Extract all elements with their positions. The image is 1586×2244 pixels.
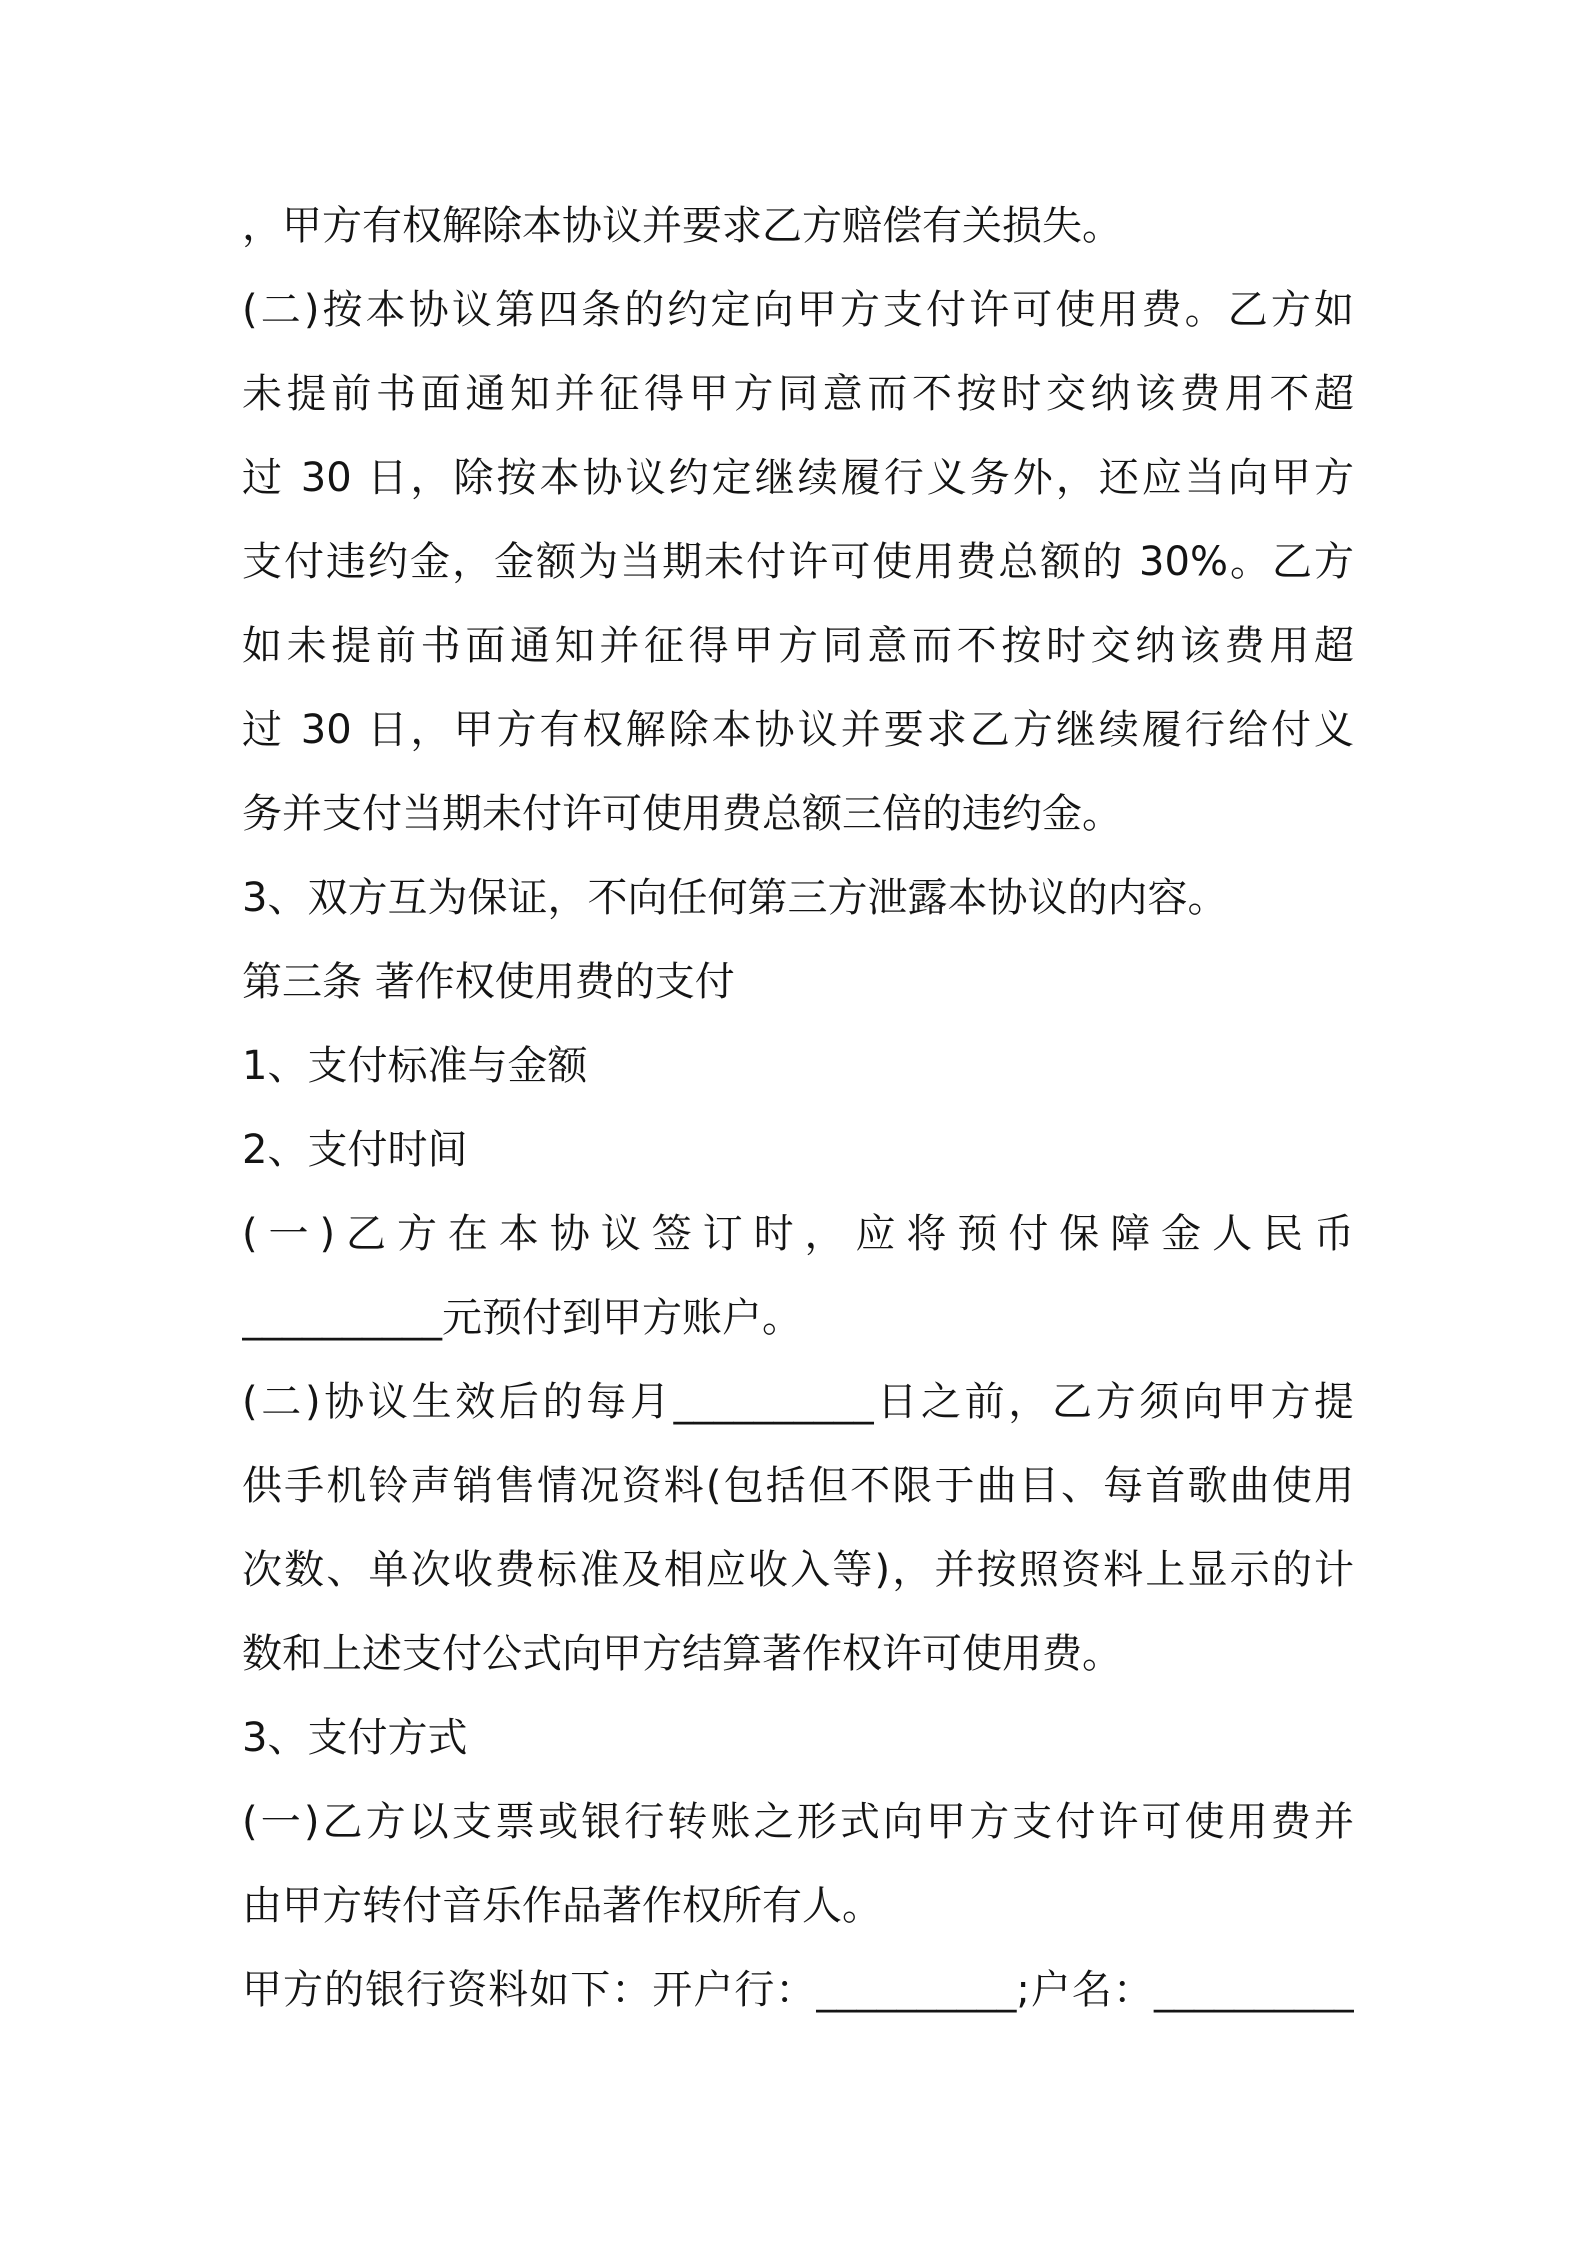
text-line-14: __________元预付到甲方账户。	[242, 1295, 802, 1341]
text-line-16: 供手机铃声销售情况资料(包括但不限于曲目、每首歌曲使用	[242, 1463, 1354, 1509]
text-line-11: 1、支付标准与金额	[242, 1043, 588, 1089]
text-line-2: (二)按本协议第四条的约定向甲方支付许可使用费。乙方如	[242, 287, 1354, 333]
text-line-7: 过 30 日，甲方有权解除本协议并要求乙方继续履行给付义	[242, 707, 1354, 753]
text-line-1: ，甲方有权解除本协议并要求乙方赔偿有关损失。	[242, 203, 1122, 249]
text-line-18: 数和上述支付公式向甲方结算著作权许可使用费。	[242, 1631, 1122, 1677]
text-line-20: (一)乙方以支票或银行转账之形式向甲方支付许可使用费并	[242, 1799, 1354, 1845]
text-line-12: 2、支付时间	[242, 1127, 468, 1173]
text-line-17: 次数、单次收费标准及相应收入等)，并按照资料上显示的计	[242, 1547, 1354, 1593]
text-line-22: 甲方的银行资料如下：开户行：__________;户名：__________	[242, 1967, 1354, 2013]
text-line-3: 未提前书面通知并征得甲方同意而不按时交纳该费用不超	[242, 371, 1354, 417]
text-line-21: 由甲方转付音乐作品著作权所有人。	[242, 1883, 882, 1929]
text-line-6: 如未提前书面通知并征得甲方同意而不按时交纳该费用超	[242, 623, 1354, 669]
text-line-13: (一)乙方在本协议签订时，应将预付保障金人民币	[242, 1211, 1354, 1257]
text-line-19: 3、支付方式	[242, 1715, 468, 1761]
text-line-8: 务并支付当期未付许可使用费总额三倍的违约金。	[242, 791, 1122, 837]
text-line-5: 支付违约金，金额为当期未付许可使用费总额的 30%。乙方	[242, 539, 1354, 585]
text-line-15: (二)协议生效后的每月__________日之前，乙方须向甲方提	[242, 1379, 1354, 1425]
text-line-9: 3、双方互为保证，不向任何第三方泄露本协议的内容。	[242, 875, 1228, 921]
section-heading: 第三条 著作权使用费的支付	[242, 959, 735, 1005]
text-line-4: 过 30 日，除按本协议约定继续履行义务外，还应当向甲方	[242, 455, 1354, 501]
